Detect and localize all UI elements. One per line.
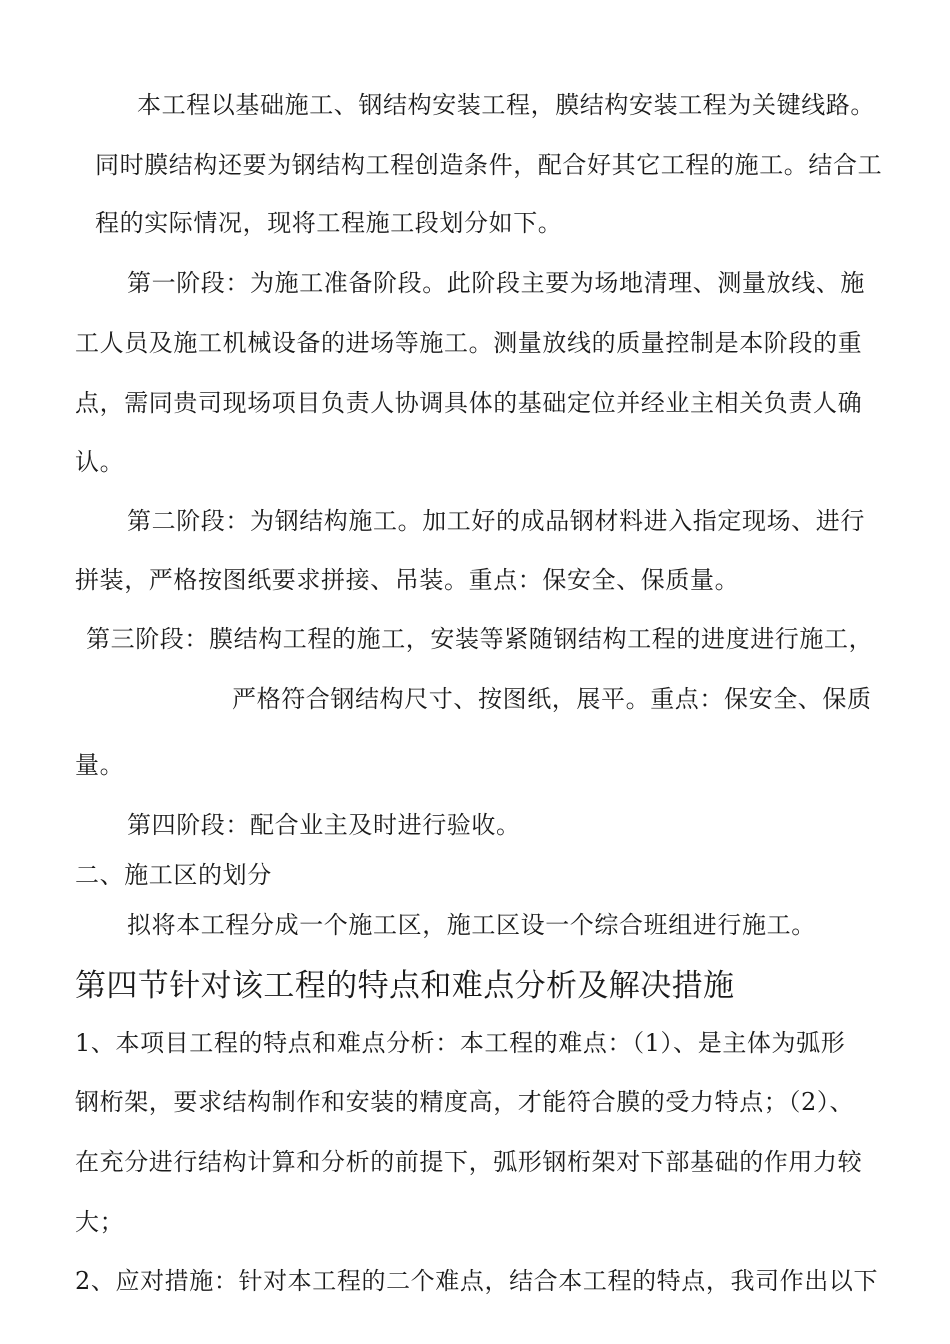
stage1-line-4: 认。 bbox=[75, 448, 125, 476]
stage4-line: 第四阶段：配合业主及时进行验收。 bbox=[127, 811, 521, 839]
stage3-line-2: 严格符合钢结构尺寸、按图纸，展平。重点：保安全、保质 bbox=[232, 685, 872, 713]
stage1-line-1: 第一阶段：为施工准备阶段。此阶段主要为场地清理、测量放线、施 bbox=[127, 269, 865, 297]
intro-line-1: 本工程以基础施工、钢结构安装工程，膜结构安装工程为关键线路。 bbox=[137, 91, 875, 119]
point2-line-1: 2、应对措施：针对本工程的二个难点，结合本工程的特点，我司作出以下 bbox=[75, 1267, 879, 1295]
intro-line-2: 同时膜结构还要为钢结构工程创造条件，配合好其它工程的施工。结合工 bbox=[95, 151, 883, 179]
stage3-line-3: 量。 bbox=[75, 751, 125, 779]
point1-line-3: 在充分进行结构计算和分析的前提下，弧形钢桁架对下部基础的作用力较 bbox=[75, 1148, 863, 1176]
stage2-line-2: 拼装，严格按图纸要求拼接、吊装。重点：保安全、保质量。 bbox=[75, 566, 740, 594]
point1-line-4: 大； bbox=[75, 1208, 125, 1236]
point1-line-2: 钢桁架，要求结构制作和安装的精度高，才能符合膜的受力特点；（2）、 bbox=[75, 1088, 855, 1116]
stage2-line-1: 第二阶段：为钢结构施工。加工好的成品钢材料进入指定现场、进行 bbox=[127, 507, 865, 535]
stage1-line-3: 点，需同贵司现场项目负责人协调具体的基础定位并经业主相关负责人确 bbox=[75, 389, 863, 417]
zone-text: 拟将本工程分成一个施工区，施工区设一个综合班组进行施工。 bbox=[127, 911, 816, 939]
stage3-line-1: 第三阶段：膜结构工程的施工，安装等紧随钢结构工程的进度进行施工， bbox=[86, 625, 874, 653]
intro-line-3: 程的实际情况，现将工程施工段划分如下。 bbox=[95, 209, 563, 237]
zone-heading: 二、施工区的划分 bbox=[75, 861, 272, 889]
section-heading: 第四节针对该工程的特点和难点分析及解决措施 bbox=[75, 968, 735, 1004]
point1-line-1: 1、本项目工程的特点和难点分析：本工程的难点：（1）、是主体为弧形 bbox=[75, 1029, 846, 1057]
stage1-line-2: 工人员及施工机械设备的进场等施工。测量放线的质量控制是本阶段的重 bbox=[75, 329, 863, 357]
